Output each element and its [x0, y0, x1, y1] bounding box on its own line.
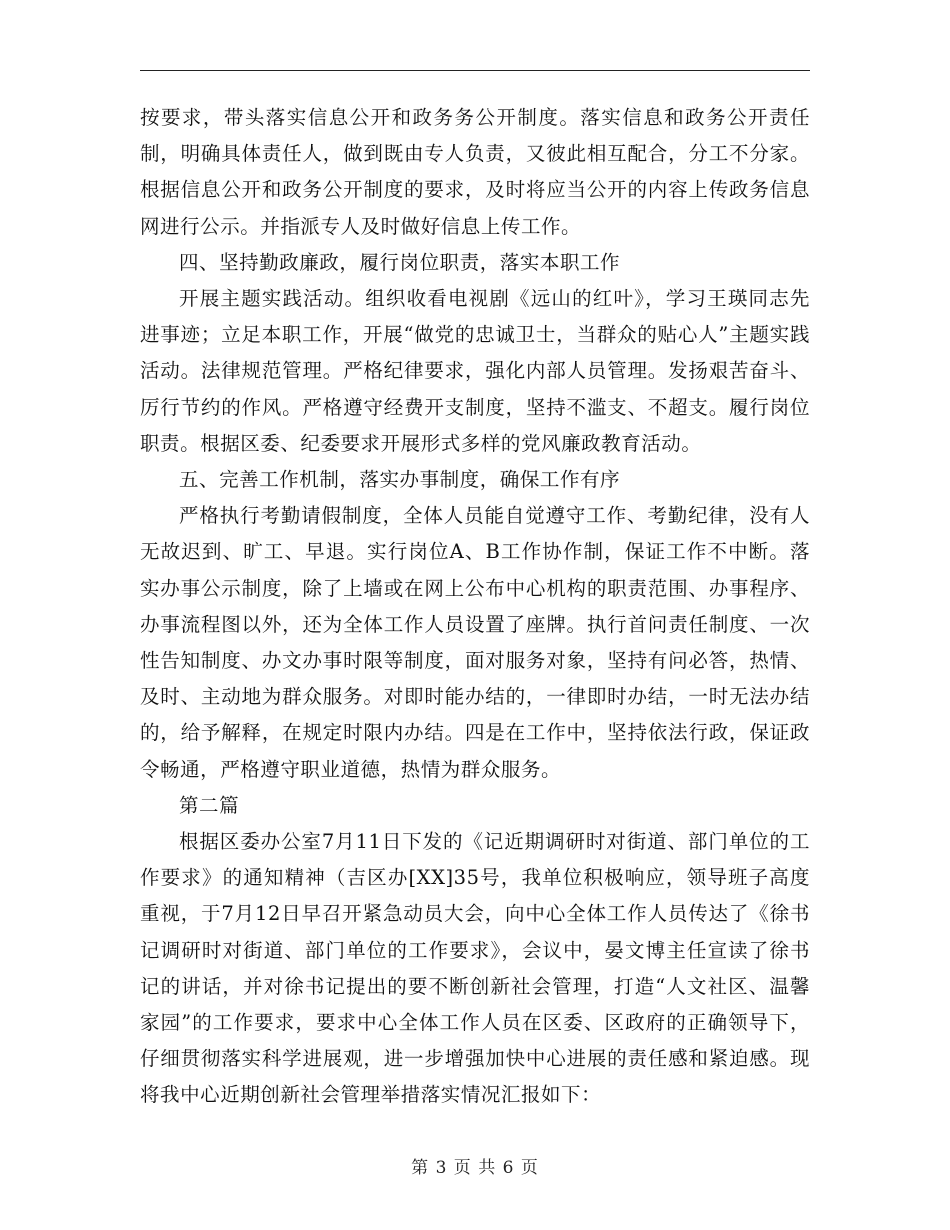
part-two-heading: 第二篇	[179, 793, 240, 817]
section-heading-4: 四、坚持勤政廉政，履行岗位职责，落实本职工作	[179, 250, 621, 274]
paragraph-attendance-system: 严格执行考勤请假制度，全体人员能自觉遵守工作、考勤纪律，没有人无故迟到、旷工、早退。实行岗位A、B工作协作制，保证工作不中断。落实办事公示制度，除了上墙或在网上公布中心机构的职责范围、办事程序、办事流程图以外，还为全体工作人员设置了座牌。执行首问责任制度、一次性告知制度、办文办事时限等制度，面对服务对象，坚持有问必答，热情、及时、主动地为群众服务。对即时能办结的，一律即时办结，一时无法办结的，给予解释，在规定时限内办结。四是在工作中，坚持依法行政，保证政令畅通，严格遵守职业道德，热情为群众服务。	[140, 504, 810, 781]
document-body	[140, 100, 810, 1114]
section-heading-5: 五、完善工作机制，落实办事制度，确保工作有序	[179, 468, 621, 492]
page-number-footer: 第 3 页 共 6 页	[411, 1158, 539, 1178]
paragraph-continuation: 按要求，带头落实信息公开和政务务公开制度。落实信息和政务公开责任制，明确具体责任人，做到既由专人负责，又彼此相互配合，分工不分家。根据信息公开和政务公开制度的要求，及时将应当公开的内容上传政务信息网进行公示。并指派专人及时做好信息上传工作。	[140, 106, 810, 238]
header-rule	[140, 70, 810, 71]
paragraph-theme-activities: 开展主题实践活动。组织收看电视剧《远山的红叶》，学习王瑛同志先进事迹；立足本职工作，开展“做党的忠诚卫士，当群众的贴心人”主题实践活动。法律规范管理。严格纪律要求，强化内部人员管理。发扬艰苦奋斗、厉行节约的作风。严格遵守经费开支制度，坚持不滥支、不超支。履行岗位职责。根据区委、纪委要求开展形式多样的党风廉政教育活动。	[140, 287, 810, 455]
paragraph-part-two-intro: 根据区委办公室7月11日下发的《记近期调研时对街道、部门单位的工作要求》的通知精神（吉区办[XX]35号，我单位积极响应，领导班子高度重视，于7月12日早召开紧急动员大会，向中心全体工作人员传达了《徐书记调研时对街道、部门单位的工作要求》，会议中，晏文博主任宣读了徐书记的讲话，并对徐书记提出的要不断创新社会管理，打造“人文社区、温馨家园”的工作要求，要求中心全体工作人员在区委、区政府的正确领导下，仔细贯彻落实科学进展观，进一步增强加快中心进展的责任感和紧迫感。现将我中心近期创新社会管理举措落实情况汇报如下：	[140, 830, 810, 1107]
